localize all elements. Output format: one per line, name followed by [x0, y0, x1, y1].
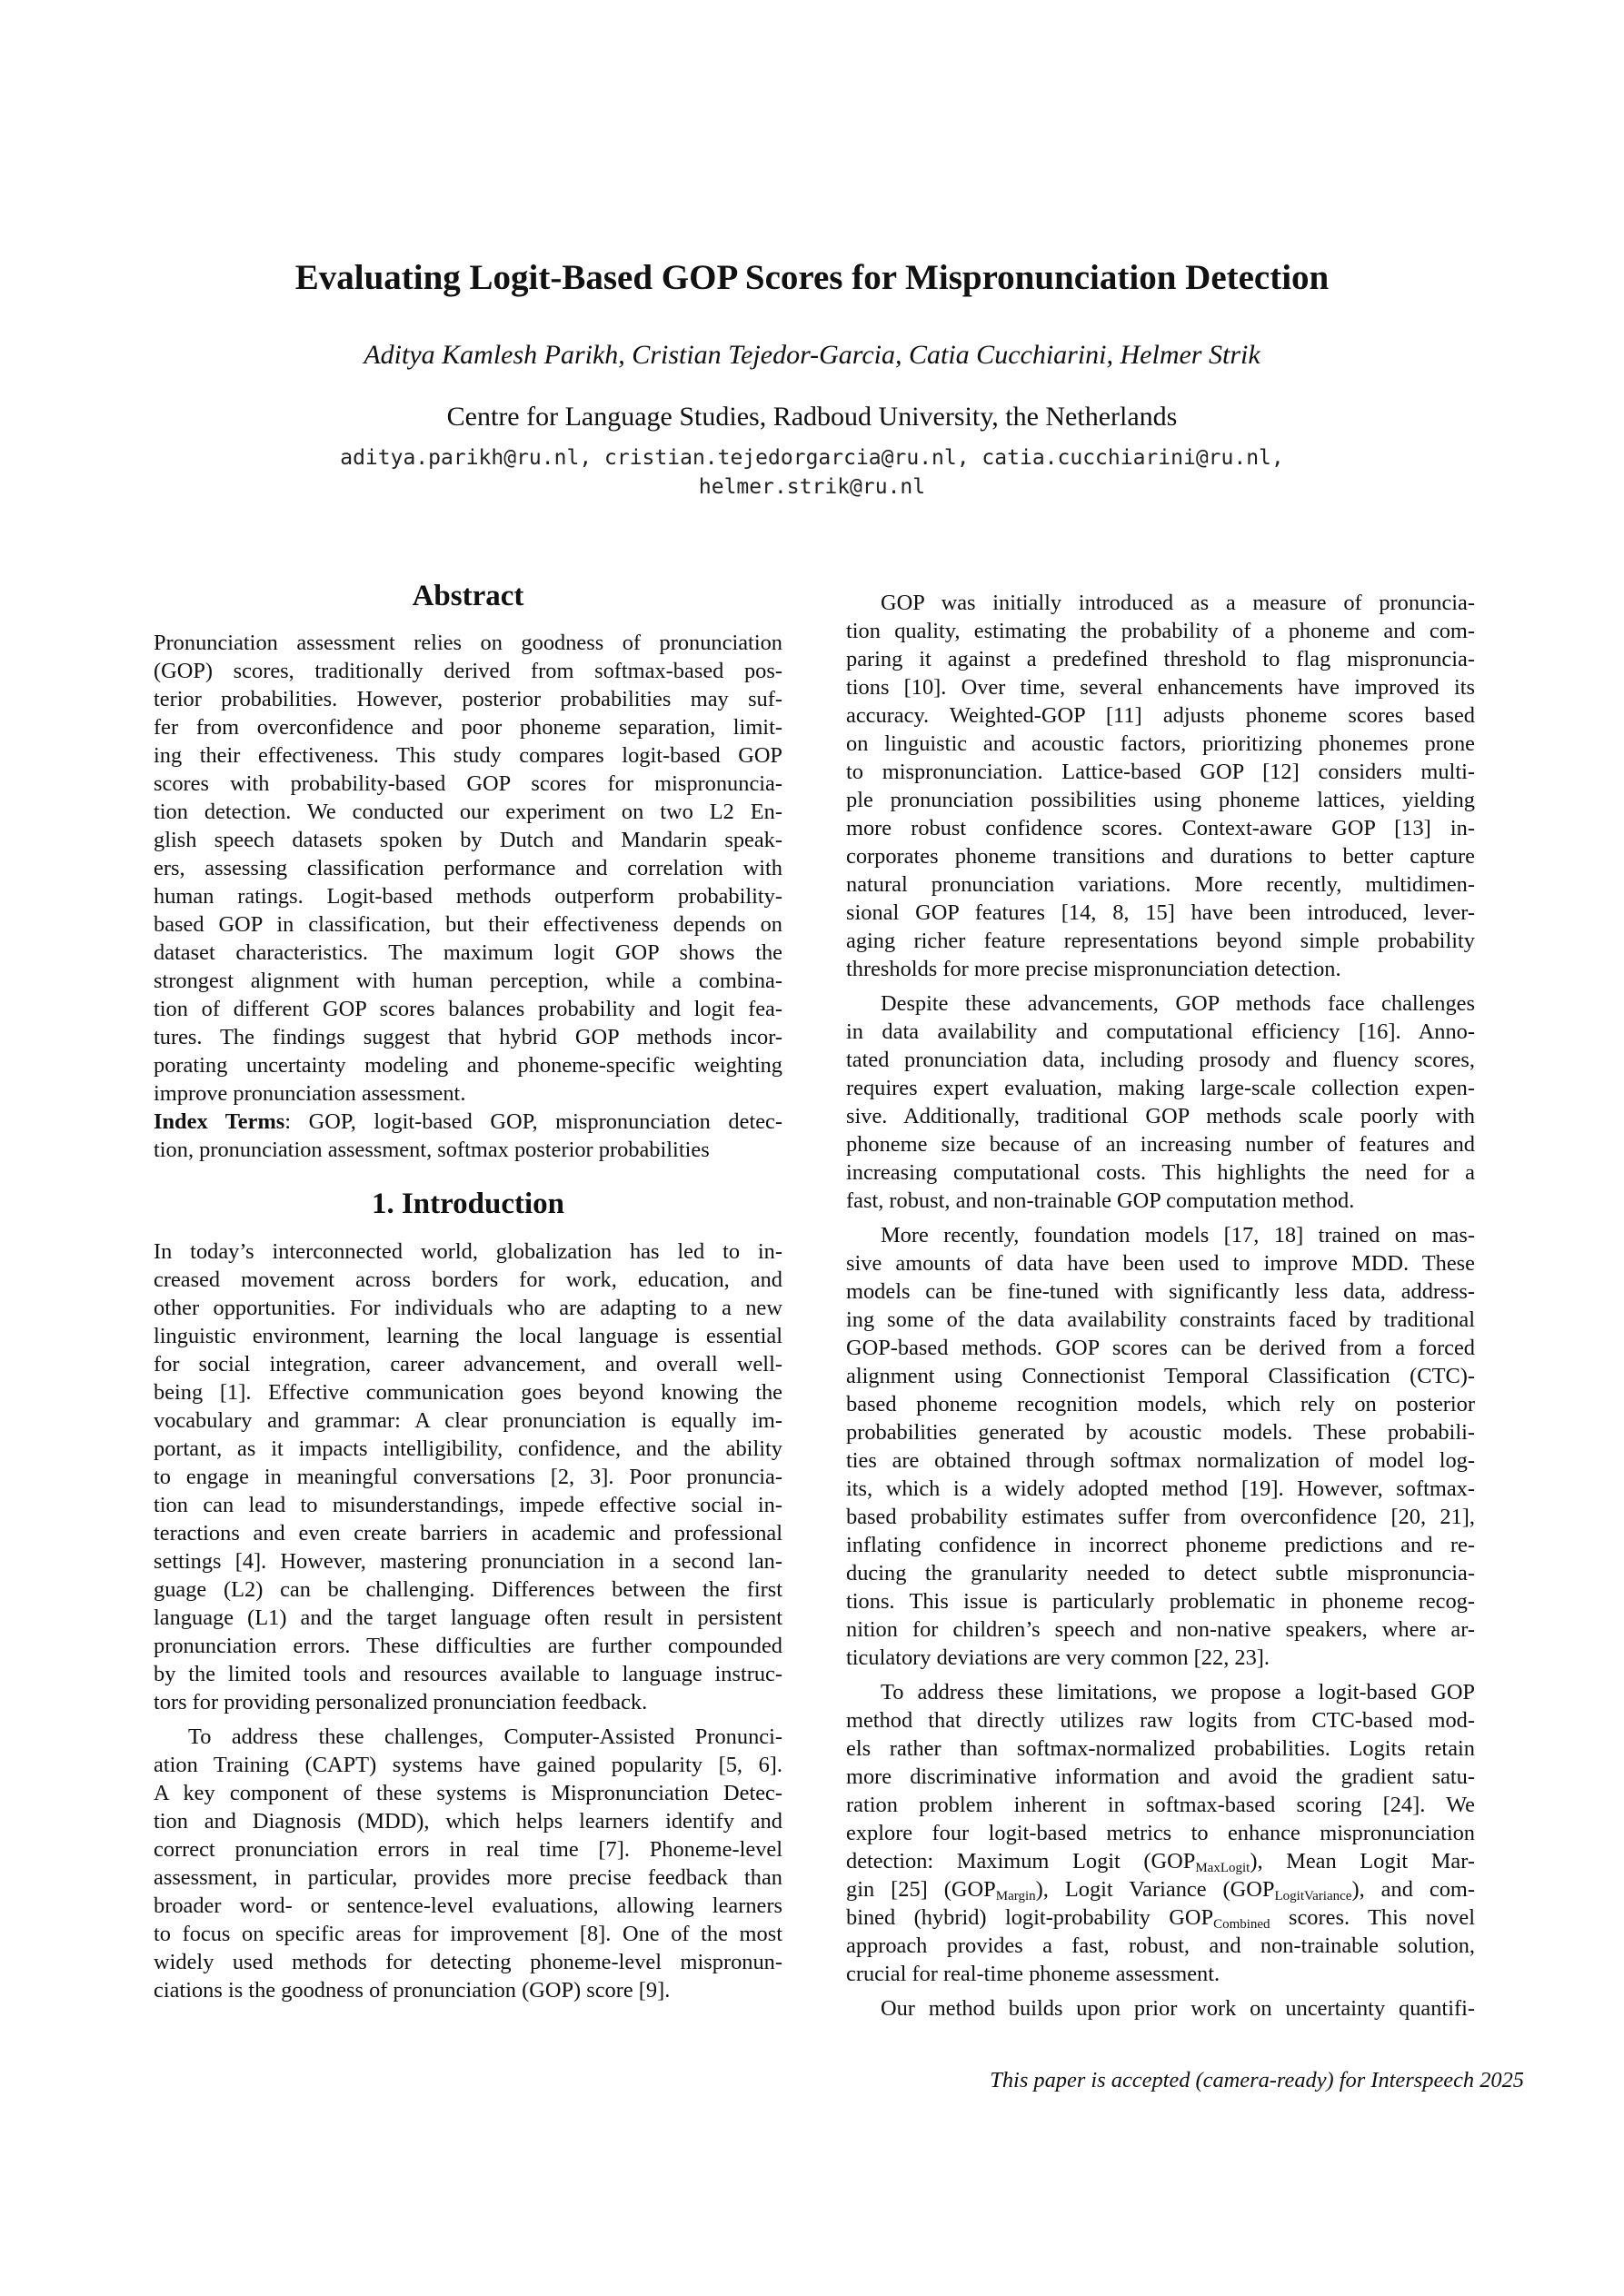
text-line: phoneme size because of an increasing number of features and	[846, 1132, 1475, 1157]
text-line: sional GOP features [14, 8, 15] have been introduced, lever-	[846, 900, 1475, 925]
text-line: human ratings. Logit-based methods outperform probability-	[154, 884, 782, 909]
text-line: in data availability and computational efficiency [16]. Anno-	[846, 1019, 1475, 1044]
text-line: language (L1) and the target language often result in persistent	[154, 1605, 782, 1630]
text-line: tated pronunciation data, including prosody and fluency scores,	[846, 1048, 1475, 1072]
text-line: A key component of these systems is Mispronunciation Detec-	[154, 1781, 782, 1805]
text-line: porating uncertainty modeling and phoneme-specific weighting	[154, 1053, 782, 1078]
text-line: models can be fine-tuned with significantly less data, address-	[846, 1279, 1475, 1304]
text-line: ing their effectiveness. This study compares logit-based GOP	[154, 743, 782, 768]
text-line: assessment, in particular, provides more precise feedback than	[154, 1865, 782, 1890]
text-line: dataset characteristics. The maximum logit GOP shows the	[154, 940, 782, 965]
text-line: guage (L2) can be challenging. Differences between the first	[154, 1577, 782, 1602]
text-line: by the limited tools and resources available to language instruc-	[154, 1662, 782, 1686]
text-line: els rather than softmax-normalized probabilities. Logits retain	[846, 1736, 1475, 1761]
text-line: vocabulary and grammar: A clear pronunciation is equally im-	[154, 1408, 782, 1433]
text-line: improve pronunciation assessment.	[154, 1081, 466, 1106]
text-run: bined (hybrid) logit-probability GOP	[846, 1905, 1214, 1930]
text-line: pronunciation errors. These difficulties are further compounded	[154, 1634, 782, 1658]
text-line: tures. The findings suggest that hybrid GOP methods incor-	[154, 1025, 782, 1049]
text-line: terior probabilities. However, posterior probabilities may suf-	[154, 687, 782, 711]
text-line	[846, 1875, 1475, 1903]
subscript: LogitVariance	[1274, 1889, 1352, 1903]
text-line: to mispronunciation. Lattice-based GOP [12] considers multi-	[846, 760, 1475, 784]
text-line: ers, assessing classification performance and correlation with	[154, 856, 782, 880]
email-list	[0, 443, 1624, 502]
text-line: corporates phoneme transitions and durations to better capture	[846, 844, 1475, 869]
text-run: detection: Maximum Logit (GOP	[846, 1849, 1196, 1874]
text-line: probabilities generated by acoustic models. These probabili-	[846, 1420, 1475, 1445]
text-line: ducing the granularity needed to detect subtle mispronuncia-	[846, 1561, 1475, 1585]
text-line: ing some of the data availability constraints faced by traditional	[846, 1307, 1475, 1332]
text-line: linguistic environment, learning the local language is essential	[154, 1324, 782, 1348]
abstract-heading: Abstract	[412, 580, 524, 612]
text-line: to engage in meaningful conversations [2, 3]. Poor pronuncia-	[154, 1465, 782, 1489]
text-run: ), and com-	[1351, 1877, 1476, 1902]
text-line: Our method builds upon prior work on uncertainty quantifi-	[881, 1996, 1475, 2021]
text-line: In today’s interconnected world, globalization has led to in-	[154, 1239, 782, 1264]
text-line: ticulatory deviations are very common [22, 23].	[846, 1645, 1270, 1670]
text-line	[846, 1847, 1475, 1875]
text-line: crucial for real-time phoneme assessment.	[846, 1962, 1220, 1986]
text-line: approach provides a fast, robust, and non-trainable solution,	[846, 1933, 1475, 1958]
text-line: GOP was initially introduced as a measure of pronuncia-	[881, 591, 1475, 615]
text-line: To address these limitations, we propose a logit-based GOP	[881, 1680, 1475, 1705]
text-line: tions [10]. Over time, several enhancements have improved its	[846, 675, 1475, 700]
text-line: explore four logit-based metrics to enhance mispronunciation	[846, 1821, 1475, 1845]
introduction-heading: 1. Introduction	[371, 1188, 565, 1220]
text-line: To address these challenges, Computer-Assisted Pronunci-	[188, 1724, 782, 1749]
text-line: tion of different GOP scores balances probability and logit fea-	[154, 997, 782, 1021]
text-line: fer from overconfidence and poor phoneme separation, limit-	[154, 715, 782, 740]
text-run: ), Logit Variance (GOP	[1035, 1877, 1275, 1902]
text-line: nition for children’s speech and non-native speakers, where ar-	[846, 1617, 1475, 1642]
text-line: accuracy. Weighted-GOP [11] adjusts phoneme scores based	[846, 703, 1475, 728]
text-line: inflating confidence in incorrect phoneme predictions and re-	[846, 1533, 1475, 1557]
text-line: more robust confidence scores. Context-aware GOP [13] in-	[846, 816, 1475, 840]
text-line: tors for providing personalized pronunciation feedback.	[154, 1690, 648, 1715]
text-run: scores. This novel	[1270, 1905, 1475, 1930]
text-line: creased movement across borders for work, education, and	[154, 1267, 782, 1292]
text-line: thresholds for more precise mispronunciation detection.	[846, 957, 1341, 981]
text-line: tion quality, estimating the probability of a phoneme and com-	[846, 619, 1475, 643]
text-line: portant, as it impacts intelligibility, confidence, and the ability	[154, 1436, 782, 1461]
text-line: GOP-based methods. GOP scores can be derived from a forced	[846, 1336, 1475, 1360]
text-line: on linguistic and acoustic factors, prioritizing phonemes prone	[846, 731, 1475, 756]
text-line: paring it against a predefined threshold to flag mispronuncia-	[846, 647, 1475, 671]
text-line: alignment using Connectionist Temporal Classification (CTC)-	[846, 1364, 1475, 1388]
index-terms-label: Index Terms	[154, 1109, 285, 1134]
text-line: fast, robust, and non-trainable GOP computation method.	[846, 1188, 1355, 1213]
text-line: strongest alignment with human perception, while a combina-	[154, 969, 782, 993]
text-line: broader word- or sentence-level evaluations, allowing learners	[154, 1893, 782, 1918]
text-line: tion, pronunciation assessment, softmax posterior probabilities	[154, 1138, 710, 1162]
text-line	[846, 1903, 1475, 1932]
affiliation: Centre for Language Studies, Radboud University, the Netherlands	[446, 402, 1178, 432]
text-line: natural pronunciation variations. More recently, multidimen-	[846, 872, 1475, 897]
text-line: more discriminative information and avoid the gradient satu-	[846, 1764, 1475, 1789]
text-line: ciations is the goodness of pronunciation (GOP) score [9].	[154, 1978, 671, 2003]
text-line: sive. Additionally, traditional GOP methods scale poorly with	[846, 1104, 1475, 1128]
index-terms-text: : GOP, logit-based GOP, mispronunciation detec-	[284, 1109, 782, 1134]
text-line: ration problem inherent in softmax-based scoring [24]. We	[846, 1793, 1475, 1817]
text-line: More recently, foundation models [17, 18] trained on mas-	[881, 1223, 1475, 1247]
text-line: increasing computational costs. This highlights the need for a	[846, 1160, 1475, 1185]
text-line: based phoneme recognition models, which rely on posterior	[846, 1392, 1475, 1416]
text-line: correct pronunciation errors in real time [7]. Phoneme-level	[154, 1837, 782, 1862]
text-line: other opportunities. For individuals who are adapting to a new	[154, 1296, 782, 1320]
text-line: method that directly utilizes raw logits from CTC-based mod-	[846, 1708, 1475, 1733]
text-line: sive amounts of data have been used to improve MDD. These	[846, 1251, 1475, 1276]
text-line: Despite these advancements, GOP methods face challenges	[881, 991, 1475, 1016]
text-run: gin [25] (GOP	[846, 1877, 996, 1902]
text-run: ), Mean Logit Mar-	[1250, 1849, 1475, 1874]
subscript: Combined	[1213, 1917, 1270, 1932]
text-line: being [1]. Effective communication goes beyond knowing the	[154, 1380, 782, 1405]
text-line: for social integration, career advancement, and overall well-	[154, 1352, 782, 1377]
text-line: tions. This issue is particularly problematic in phoneme recog-	[846, 1589, 1475, 1614]
text-line: tion can lead to misunderstandings, impede effective social in-	[154, 1493, 782, 1517]
text-line: scores with probability-based GOP scores for mispronuncia-	[154, 771, 782, 796]
text-line: ties are obtained through softmax normalization of model log-	[846, 1448, 1475, 1473]
text-line: (GOP) scores, traditionally derived from softmax-based pos-	[154, 659, 782, 683]
text-line: aging richer feature representations beyond simple probability	[846, 929, 1475, 953]
text-line: ple pronunciation possibilities using phoneme lattices, yielding	[846, 788, 1475, 812]
text-line: based GOP in classification, but their effectiveness depends on	[154, 912, 782, 937]
text-line: ation Training (CAPT) systems have gained popularity [5, 6].	[154, 1753, 782, 1777]
text-line: settings [4]. However, mastering pronunciation in a second lan-	[154, 1549, 782, 1574]
text-line: tion detection. We conducted our experiment on two L2 En-	[154, 800, 782, 824]
text-line: its, which is a widely adopted method [19]. However, softmax-	[846, 1476, 1475, 1501]
footer-note: This paper is accepted (camera-ready) for Interspeech 2025	[990, 2068, 1524, 2092]
text-line: to focus on specific areas for improvement [8]. One of the most	[154, 1922, 782, 1946]
text-line: teractions and even create barriers in academic and professional	[154, 1521, 782, 1546]
paper-title: Evaluating Logit-Based GOP Scores for Mispronunciation Detection	[294, 258, 1330, 297]
text-line: widely used methods for detecting phoneme-level mispronun-	[154, 1950, 782, 1974]
text-line: based probability estimates suffer from overconfidence [20, 21],	[846, 1505, 1475, 1529]
text-line: Pronunciation assessment relies on goodness of pronunciation	[154, 631, 782, 655]
text-line: requires expert evaluation, making large-scale collection expen-	[846, 1076, 1475, 1100]
author-list: Aditya Kamlesh Parikh, Cristian Tejedor-Garcia, Catia Cucchiarini, Helmer Strik	[364, 340, 1260, 370]
subscript: Margin	[995, 1889, 1036, 1903]
text-line: glish speech datasets spoken by Dutch and Mandarin speak-	[154, 828, 782, 852]
text-line: tion and Diagnosis (MDD), which helps learners identify and	[154, 1809, 782, 1834]
email-line: helmer.strik@ru.nl	[698, 475, 926, 499]
text-line	[154, 1108, 782, 1136]
email-line: aditya.parikh@ru.nl, cristian.tejedorgarcia@ru.nl, catia.cucchiarini@ru.nl,	[340, 446, 1284, 470]
subscript: MaxLogit	[1195, 1861, 1250, 1875]
